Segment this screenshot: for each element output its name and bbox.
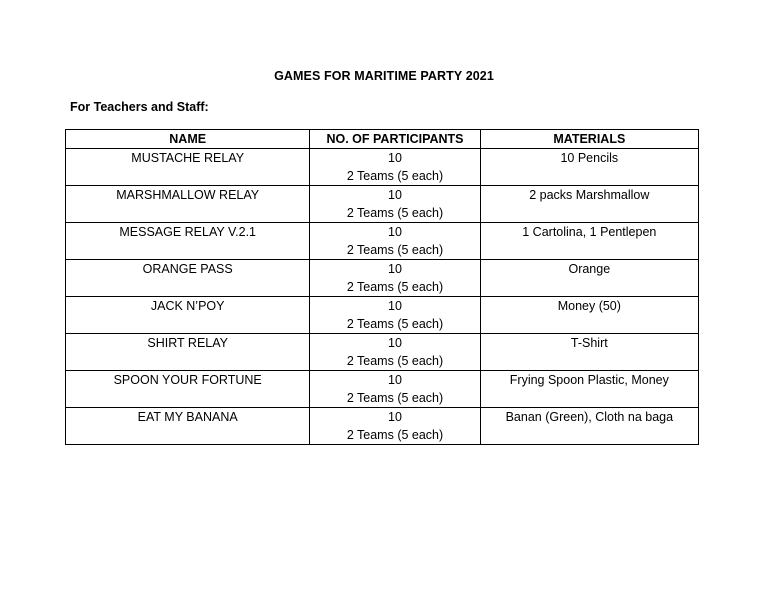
table-row [66, 297, 699, 334]
teams-text: 2 Teams (5 each) [346, 243, 444, 257]
table-row [66, 371, 699, 408]
teams-text: 2 Teams (5 each) [346, 391, 444, 405]
participants-count: 10 [388, 151, 402, 165]
materials-cell: Frying Spoon Plastic, Money [480, 371, 698, 408]
participants-count: 10 [388, 225, 402, 239]
game-name-cell: EAT MY BANANA [66, 408, 310, 445]
game-name-cell: JACK N’POY [66, 297, 310, 334]
materials-cell: Orange [480, 260, 698, 297]
game-name-cell: MARSHMALLOW RELAY [66, 186, 310, 223]
participants-cell [310, 223, 480, 260]
participants-cell [310, 408, 480, 445]
table-row [66, 408, 699, 445]
materials-cell: T-Shirt [480, 334, 698, 371]
teams-text: 2 Teams (5 each) [346, 354, 444, 368]
teams-text: 2 Teams (5 each) [346, 206, 444, 220]
materials-cell: Money (50) [480, 297, 698, 334]
games-table [65, 129, 699, 445]
participants-cell [310, 297, 480, 334]
materials-cell: 1 Cartolina, 1 Pentlepen [480, 223, 698, 260]
table-row [66, 334, 699, 371]
table-row [66, 149, 699, 186]
teams-text: 2 Teams (5 each) [346, 428, 444, 442]
game-name-cell: SPOON YOUR FORTUNE [66, 371, 310, 408]
teams-text: 2 Teams (5 each) [346, 169, 444, 183]
participants-count: 10 [388, 299, 402, 313]
game-name-cell: MUSTACHE RELAY [66, 149, 310, 186]
participants-cell [310, 371, 480, 408]
participants-count: 10 [388, 410, 402, 424]
teams-text: 2 Teams (5 each) [346, 317, 444, 331]
header-name: NAME [66, 130, 310, 149]
participants-cell [310, 334, 480, 371]
materials-cell: 10 Pencils [480, 149, 698, 186]
participants-cell [310, 186, 480, 223]
game-name-cell: ORANGE PASS [66, 260, 310, 297]
teams-text: 2 Teams (5 each) [346, 280, 444, 294]
participants-count: 10 [388, 336, 402, 350]
document-title: GAMES FOR MARITIME PARTY 2021 [274, 69, 494, 83]
participants-count: 10 [388, 188, 402, 202]
table-row [66, 260, 699, 297]
participants-cell [310, 260, 480, 297]
participants-cell [310, 149, 480, 186]
participants-count: 10 [388, 262, 402, 276]
table-row [66, 223, 699, 260]
game-name-cell: SHIRT RELAY [66, 334, 310, 371]
participants-count: 10 [388, 373, 402, 387]
table-row [66, 186, 699, 223]
game-name-cell: MESSAGE RELAY V.2.1 [66, 223, 310, 260]
section-label: For Teachers and Staff: [70, 100, 209, 114]
header-participants: NO. OF PARTICIPANTS [310, 130, 480, 149]
header-materials: MATERIALS [480, 130, 698, 149]
materials-cell: Banan (Green), Cloth na baga [480, 408, 698, 445]
table-header-row [66, 130, 699, 149]
materials-cell: 2 packs Marshmallow [480, 186, 698, 223]
